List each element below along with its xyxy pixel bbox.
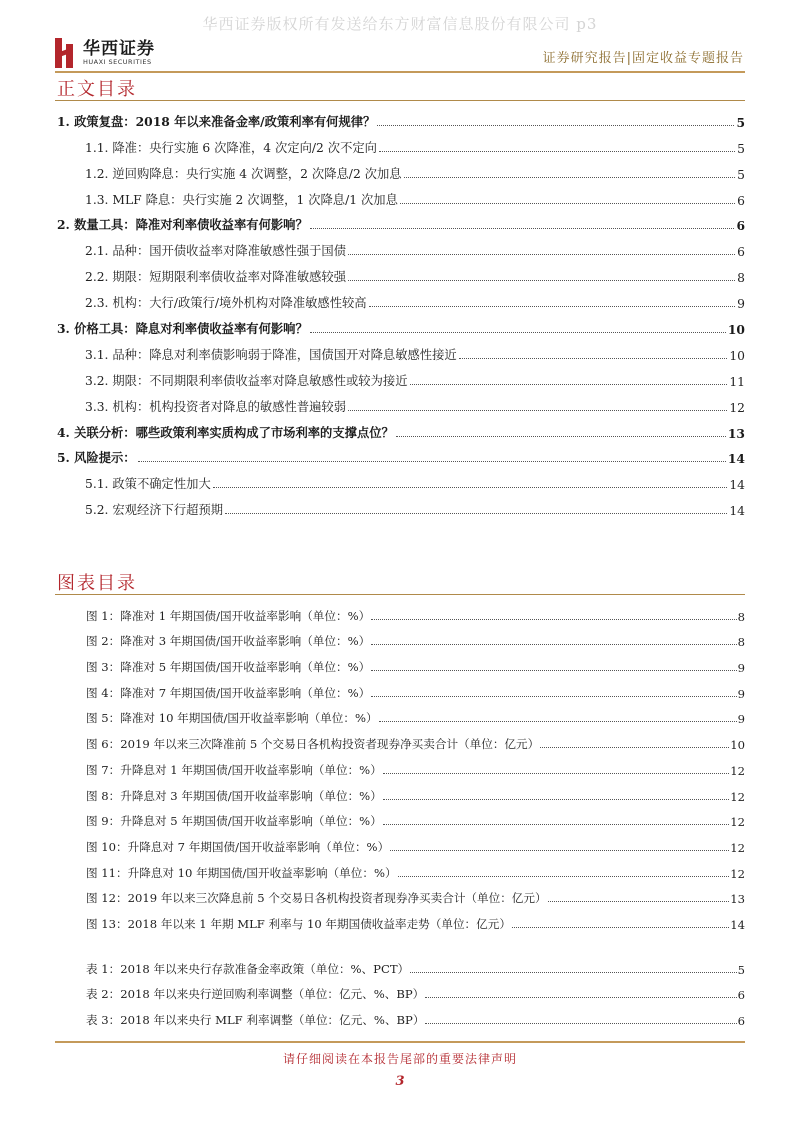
toc-entry-page: 5 (736, 114, 745, 130)
toc-entry[interactable] (55, 337, 745, 363)
figure-entry-page: 8 (737, 635, 745, 650)
figure-entry-page: 14 (730, 917, 745, 932)
toc-entry-page: 5 (737, 167, 745, 182)
watermark: 华西证券版权所有发送给东方财富信息股份有限公司 p3 (202, 15, 598, 33)
toc-entry-label: 1. 政策复盘：2018 年以来准备金率/政策利率有何规律？ (57, 113, 376, 129)
figure-entry[interactable] (55, 624, 745, 650)
figure-entry[interactable] (55, 675, 745, 701)
figure-entry-label: 图 1：降准对 1 年期国债/国开收益率影响（单位：%） (86, 608, 371, 623)
figure-entry-page: 10 (730, 738, 745, 753)
huaxi-logo-icon (55, 38, 77, 68)
figure-entry-label: 图 4：降准对 7 年期国债/国开收益率影响（单位：%） (86, 685, 371, 700)
toc-entry-label: 1.2. 逆回购降息：央行实施 4 次调整，2 次降息/2 次加息 (85, 166, 402, 181)
toc-entry[interactable] (55, 208, 745, 234)
toc-entry[interactable] (55, 156, 745, 182)
toc-entry-label: 1.1. 降准：央行实施 6 次降准，4 次定向/2 次不定向 (85, 140, 377, 155)
figure-entry-label: 图 5：降准对 10 年期国债/国开收益率影响（单位：%） (86, 711, 378, 726)
figure-entry[interactable] (55, 855, 745, 881)
toc-entry-label: 5.2. 宏观经济下行超预期 (85, 503, 224, 518)
figures-title-divider (55, 594, 745, 595)
toc-entry-page: 11 (729, 374, 745, 389)
toc-entry-page: 13 (727, 425, 745, 441)
figure-entry-label: 图 12：2019 年以来三次降息前 5 个交易日各机构投资者现券净买卖合计（单位：亿元） (86, 891, 547, 906)
toc-entry-label: 3.1. 品种：降息对利率债影响弱于降准，国债国开对降息敏感性接近 (85, 347, 457, 362)
table-entry[interactable] (55, 977, 745, 1003)
toc-entry[interactable] (55, 182, 745, 208)
toc-entry-page: 6 (737, 245, 745, 260)
figure-entry[interactable] (55, 752, 745, 778)
figure-entry[interactable] (55, 649, 745, 675)
toc-entry-label: 2.2. 期限：短期限利率债收益率对降准敏感较强 (85, 270, 347, 285)
toc-entry-label: 2.1. 品种：国开债收益率对降准敏感性强于国债 (85, 244, 347, 259)
figure-entry[interactable] (55, 829, 745, 855)
figure-entry-label: 图 7：升降息对 1 年期国债/国开收益率影响（单位：%） (86, 762, 382, 777)
toc-entry-label: 1.3. MLF 降息：央行实施 2 次调整，1 次降息/1 次加息 (85, 192, 398, 207)
toc-entry-label: 2.3. 机构：大行/政策行/境外机构对降准敏感性较高 (85, 296, 367, 311)
huaxi-logo (55, 38, 155, 68)
toc-entry-label: 3.2. 期限：不同期限利率债收益率对降息敏感性或较为接近 (85, 373, 408, 388)
figure-entry-page: 9 (737, 686, 745, 701)
figure-entry[interactable] (55, 804, 745, 830)
table-entry-label: 表 2：2018 年以来央行逆回购利率调整（单位：亿元、%、BP） (86, 987, 425, 1002)
figure-entry-page: 12 (730, 866, 745, 881)
toc-entry[interactable] (55, 130, 745, 156)
figure-entry-page: 9 (737, 661, 745, 676)
toc-entry[interactable] (55, 441, 745, 467)
toc-entry-page: 14 (729, 504, 745, 519)
figure-entry[interactable] (55, 598, 745, 624)
toc-entry-label: 4. 关联分析：哪些政策利率实质构成了市场利率的支撑点位？ (57, 424, 394, 440)
footer-divider (55, 1041, 745, 1043)
toc-entry-page: 14 (727, 451, 745, 467)
report-type-label: 证券研究报告|固定收益专题报告 (542, 51, 744, 66)
figure-entry-page: 8 (737, 609, 745, 624)
toc-entry-label: 3.3. 机构：机构投资者对降息的敏感性普遍较弱 (85, 399, 347, 414)
figure-entry-label: 图 13：2018 年以来 1 年期 MLF 利率与 10 年期国债收益率走势（单位：亿元） (86, 916, 511, 931)
toc-entry-page: 14 (729, 478, 745, 493)
toc-entry-page: 10 (727, 322, 745, 338)
figure-entry-label: 图 9：升降息对 5 年期国债/国开收益率影响（单位：%） (86, 814, 382, 829)
figure-entry-label: 图 10：升降息对 7 年期国债/国开收益率影响（单位：%） (86, 839, 390, 854)
figure-entry[interactable] (55, 701, 745, 727)
figure-entry-page: 9 (737, 712, 745, 727)
toc-entry[interactable] (55, 415, 745, 441)
figure-entry-page: 12 (730, 763, 745, 778)
toc-entry-label: 5. 风险提示： (57, 450, 136, 466)
toc-entry-label: 5.1. 政策不确定性加大 (85, 477, 211, 492)
figure-entry[interactable] (55, 726, 745, 752)
figure-list (55, 598, 745, 932)
figure-entry-label: 图 6：2019 年以来三次降准前 5 个交易日各机构投资者现券净买卖合计（单位：亿元） (86, 737, 540, 752)
toc-entry[interactable] (55, 259, 745, 285)
table-entry-page: 6 (737, 988, 745, 1003)
toc-entry-label: 3. 价格工具：降息对利率债收益率有何影响？ (57, 321, 308, 337)
figure-entry-page: 13 (730, 892, 745, 907)
table-entry[interactable] (55, 951, 745, 977)
toc-entry-page: 8 (737, 271, 745, 286)
table-entry[interactable] (55, 1002, 745, 1028)
table-entry-label: 表 3：2018 年以来央行 MLF 利率调整（单位：亿元、%、BP） (86, 1013, 425, 1028)
figure-entry[interactable] (55, 778, 745, 804)
toc-entry[interactable] (55, 466, 745, 492)
toc-entry[interactable] (55, 389, 745, 415)
toc-entry[interactable] (55, 104, 745, 130)
toc-title: 正文目录 (57, 79, 137, 100)
toc-entry[interactable] (55, 285, 745, 311)
figure-entry-page: 12 (730, 815, 745, 830)
figures-title: 图表目录 (57, 573, 137, 594)
table-of-contents (55, 104, 745, 518)
toc-entry-page: 5 (737, 141, 745, 156)
logo-en-text: HUAXI SECURITIES (83, 58, 152, 66)
logo-cn-text: 华西证券 (83, 39, 155, 59)
header-divider (55, 71, 745, 73)
toc-entry-page: 10 (729, 348, 745, 363)
toc-entry[interactable] (55, 492, 745, 518)
figure-entry-label: 图 11：升降息对 10 年期国债/国开收益率影响（单位：%） (86, 865, 397, 880)
figure-entry-page: 12 (730, 789, 745, 804)
toc-entry[interactable] (55, 233, 745, 259)
figure-entry[interactable] (55, 906, 745, 932)
toc-entry-page: 9 (737, 297, 745, 312)
toc-entry[interactable] (55, 311, 745, 337)
figure-entry[interactable] (55, 881, 745, 907)
figure-entry-page: 12 (730, 840, 745, 855)
toc-entry-page: 12 (729, 400, 745, 415)
table-list (55, 951, 745, 1028)
toc-entry[interactable] (55, 363, 745, 389)
figure-entry-label: 图 3：降准对 5 年期国债/国开收益率影响（单位：%） (86, 660, 371, 675)
toc-entry-page: 6 (736, 218, 745, 234)
figure-entry-label: 图 8：升降息对 3 年期国债/国开收益率影响（单位：%） (86, 788, 382, 803)
table-entry-label: 表 1：2018 年以来央行存款准备金率政策（单位：%、PCT） (86, 961, 410, 976)
table-entry-page: 5 (737, 962, 745, 977)
figure-entry-label: 图 2：降准对 3 年期国债/国开收益率影响（单位：%） (86, 634, 371, 649)
toc-title-divider (55, 100, 745, 101)
toc-entry-page: 6 (737, 193, 745, 208)
page-number: 3 (395, 1074, 405, 1089)
toc-entry-label: 2. 数量工具：降准对利率债收益率有何影响？ (57, 217, 308, 233)
legal-notice: 请仔细阅读在本报告尾部的重要法律声明 (282, 1052, 517, 1066)
table-entry-page: 6 (737, 1014, 745, 1029)
